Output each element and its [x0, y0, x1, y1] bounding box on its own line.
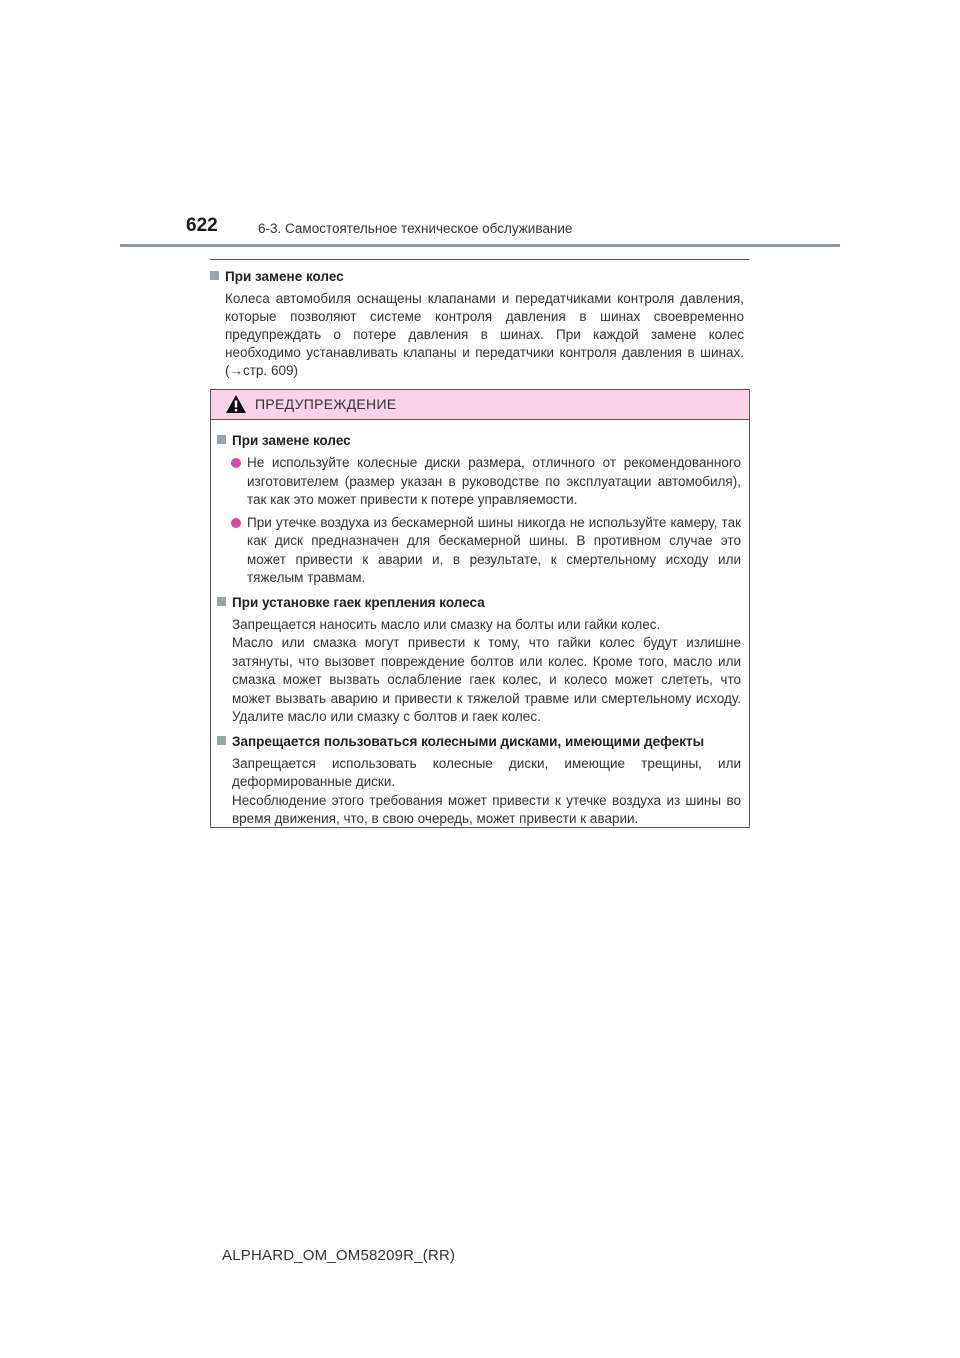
- warning-paragraph: Запрещается использовать колесные диски, имеющие трещины, или деформированные диски.: [232, 755, 741, 789]
- warning-paragraph: Запрещается наносить масло или смазку на болты или гайки колес.: [232, 616, 661, 632]
- header-divider: [120, 244, 840, 247]
- warning-bullet: При утечке воздуха из бескамерной шины никогда не используйте камеру, так как диск предназначен для бескамерной шины. В противном случае это может привести к аварии и, в результате, к смертельному исходу или тяжелым травмам.: [217, 514, 741, 588]
- intro-text: Колеса автомобиля оснащены клапанами и передатчиками контроля давления, которые позволяют системе контроля давления в шинах своевременно предупреждать о потере давления в шинах. При каждой замене колес необходимо устанавливать клапаны и передатчики контроля давления в шинах. (→стр. 609): [225, 291, 744, 378]
- page-header: [0, 0, 960, 260]
- warning-body: [211, 420, 749, 829]
- warning-triangle-icon: [225, 394, 247, 414]
- warning-paragraph: Масло или смазка могут привести к тому, что гайки колес будут излишне затянуты, что вызовет повреждение болтов или колес. Кроме того, масло или смазка может вызвать ослабление гаек колес, и колесо может слететь, что может вызвать аварию и привести к тяжелой травме или смертельному исходу. Удалите масло или смазку с болтов и гаек колес.: [232, 635, 741, 724]
- content-top-rule: [210, 259, 749, 260]
- dot-bullet-icon: [231, 518, 241, 528]
- page-number: 622: [186, 215, 218, 236]
- warning-title: ПРЕДУПРЕЖДЕНИЕ: [255, 396, 397, 412]
- section-title: 6-3. Самостоятельное техническое обслуживание: [258, 221, 573, 236]
- warning-heading-wheel-nuts: При установке гаек крепления колеса: [217, 594, 741, 612]
- square-bullet-icon: [217, 736, 226, 745]
- warning-bullet: Не используйте колесные диски размера, отличного от рекомендованного изготовителем (размер указан в руководстве по эксплуатации автомобиля), так как это может привести к потере управляемости.: [217, 454, 741, 510]
- warning-header: [211, 390, 749, 420]
- warning-heading-wheel-change: При замене колес: [217, 432, 741, 450]
- warning-heading-defective-rims: Запрещается пользоваться колесными дисками, имеющими дефекты: [217, 733, 741, 751]
- document-code: ALPHARD_OM_OM58209R_(RR): [222, 1247, 456, 1264]
- intro-section: [210, 268, 744, 380]
- warning-paragraph: Несоблюдение этого требования может привести к утечке воздуха из шины во время движения, что, в свою очередь, может привести к аварии.: [232, 792, 741, 826]
- square-bullet-icon: [217, 435, 226, 444]
- square-bullet-icon: [210, 271, 219, 280]
- intro-heading: При замене колес: [210, 268, 744, 286]
- square-bullet-icon: [217, 597, 226, 606]
- dot-bullet-icon: [231, 458, 241, 468]
- warning-box: [210, 389, 750, 828]
